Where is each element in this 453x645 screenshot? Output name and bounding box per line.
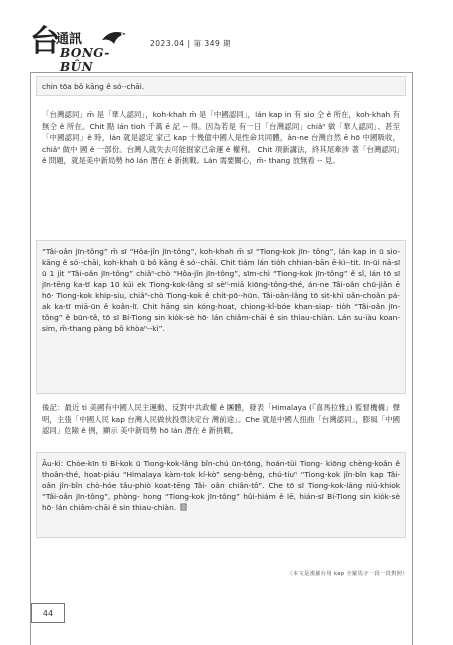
bird-icon bbox=[100, 26, 128, 48]
end-mark-icon bbox=[180, 503, 187, 511]
hanlo-paragraph-1: 「台灣認同」m̄ 是「華人認同」，koh-khah m̄ 是「中國認同」，lán kap in 有 sio 仝 ê 所在，koh-khah 有無仝 ê 所在。Chit 點 lán tioh 千萬 ē 記 -- 得。因為若是 有一日「台灣認同」chiâⁿ 做「華人認同」、甚至「中國認同」ê 時，lán 就是認定 家己 kap 十幾億中國人是性命共同體，ân-ne 台灣自然 ē hō 中國吸收，chiâⁿ 做中 國 ê 一部份。台灣人就失去可能掘家己命運 ê 權利。 Chit 項新講法，終其尾牽涉 著「台灣認同」ê 問題，就是美中新局勢 hō lán 潛在 ê 新挑戰。Lán 需要關心，m̄- thang 放無看 -- 見。 bbox=[42, 110, 400, 166]
issue-number: 第 349 期 bbox=[193, 39, 232, 48]
page-number-text: 44 bbox=[42, 608, 54, 618]
issue-info: 2023.04 | 第 349 期 bbox=[150, 39, 232, 48]
romanized-postscript bbox=[42, 458, 400, 513]
logo-character: 台 bbox=[30, 24, 60, 59]
romanized-paragraph-0: chin tōa bô kāng ê só·-chāi. bbox=[42, 82, 145, 91]
romanized-postscript-text: Āu-kì: Chòe-kīn ti Bí-kok ū Tiong-kok-lâng bîn-chú ūn-tōng, hoán-tùi Tiong- kiōng chèng-koân ê thoân-thé, hoat-piáu “Himalaya kàm-tok kí-kò” seng-bêng, chú-tiuⁿ “Tiong-kok jîn-bîn kap Tâi-oân jîn-bîn chò-hóe tâu-phiò koat-tēng Tâi- oân chiân-tô”. Che tō sī Tiong-kok-lâng niú-khiok “Tâi-oân jīn-tông”, phòng- hong “Tiong-kok jīn-tông” hûi-hiám ê lē, hián-sī Bí-Tiong sin kio̍k-sè hō· lán chiâm-chāi ê sin thiau-chiàn. bbox=[42, 459, 400, 512]
page-number bbox=[31, 603, 65, 623]
magazine-logo bbox=[30, 24, 130, 74]
logo-title: 通訊 bbox=[56, 32, 83, 47]
footnote: （本文是漢羅台用 kap 全羅馬字一段一段對照） bbox=[287, 571, 408, 577]
issue-date: 2023.04 bbox=[150, 39, 185, 48]
logo-romanized: BONG-BÛN bbox=[60, 46, 110, 74]
hanlo-postscript: 後記：最近 ti 美國有中國人民主運動、反對中共政權 ê 團體，發表「Himalaya (『喜馬拉雅』) 監督機構」聲明，主張「中國人民 kap 台灣人民做伙投票決定台 灣前途」。Che 就是中國人扭曲「台灣認同」，膨風「中國認同」危險 ê 例，顯示 美中新局勢 hō lán 潛在 ê 新挑戰。 bbox=[42, 403, 400, 436]
romanized-paragraph-2: “Tâi-oân jīn-tông” m̄ sī “Hôa-jîn jīn-tông”, koh-khah m̄ sī “Tiong-kok jīn- tông”, lán kap in ū sio-kāng ê só·-chāi, koh-khah ū bô kāng ê só·-chāi. Chit tiám lán tio̍h chhian-bān ē-kì--tit. In-ūi nā-sī ū 1 ji̍t “Tâi-oân jīn-tông” chiâⁿ-chò “Hôa-jîn jīn-tông”, sīm-chì “Tiong-kok jīn-tông” ê sî, lán tō sī jīn-tēng ka-tī kap 10 kúi ek Tiong-kok-lâng sī sèⁿ-miā kiōng-tông-thé, án-ne Tâi-oân chū-jiân ē hō· Tiong-kok khip-siu, chiâⁿ-chò Tiong-kok ê chi̍t-pō·-hūn. Tâi-oân-lâng tō sit-khì oân-choân pá-ak ka-tī miā-ūn ê koân-lī. Chit hāng sin kóng-hoat, chiong-kî-bóe khan-siap- tio̍h “Tâi-oân jīn-tông” ê būn-tê, tō sī Bí-Tiong sin kio̍k-sè hō· lán chiâm-chāi ê sin thiau-chiàn. Lán su-iàu koan-sim, m̄-thang pàng bô khòaⁿ--kì”. bbox=[42, 247, 400, 333]
